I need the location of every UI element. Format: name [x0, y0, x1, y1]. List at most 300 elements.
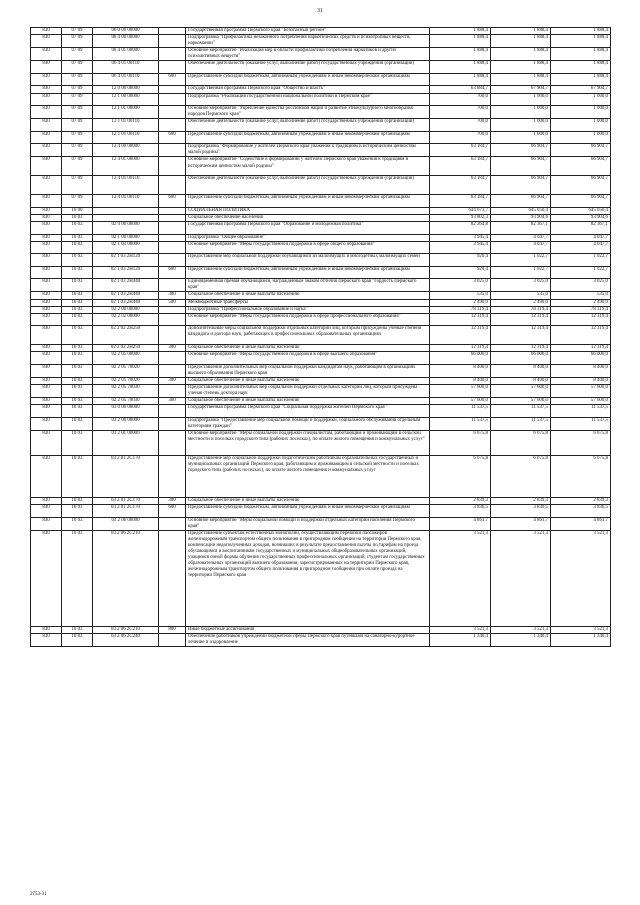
cell-expense-type — [159, 364, 186, 377]
cell-name: Социальное обеспечение и иные выплаты населению — [186, 498, 430, 505]
cell-ministry: 830 — [31, 292, 62, 299]
cell-amount-1: 66 000,0 — [430, 352, 491, 365]
table-row — [31, 73, 611, 86]
cell-section: 10 03 — [62, 345, 93, 352]
cell-name: Дополнительные меры социальной поддержки отдельных категорий лиц, которым присуждены ученые степени кандидата и доктора наук, работающих в профессиональных образовательных организациях — [186, 326, 430, 345]
table-row — [31, 86, 611, 93]
cell-amount-1: 700,0 — [430, 106, 491, 119]
cell-amount-1: 3 521,3 — [430, 530, 491, 626]
cell-expense-type: 800 — [159, 626, 186, 633]
cell-ministry: 830 — [31, 195, 62, 208]
cell-amount-3: 2 839,3 — [551, 498, 611, 505]
cell-name: Основное мероприятие "Реализация мер в области профилактики потребления наркотиков и других психоактивных веществ" — [186, 48, 430, 61]
cell-amount-1: 1 888,4 — [430, 61, 491, 74]
cell-amount-1: 1 888,4 — [430, 35, 491, 48]
cell-amount-2: 1 888,4 — [491, 73, 551, 86]
footer-code: 2753-31 — [30, 892, 47, 897]
cell-amount-3: 535,0 — [551, 292, 611, 299]
cell-amount-3: 8 400,0 — [551, 364, 611, 377]
cell-expense-type — [159, 530, 186, 626]
table-row — [31, 61, 611, 74]
cell-amount-1: 644 673,7 — [430, 207, 491, 214]
cell-expense-type — [159, 241, 186, 254]
cell-amount-2: 11 537,5 — [491, 405, 551, 418]
cell-article: 06 0 00 00000 — [93, 28, 159, 35]
cell-article: 02 2 05 70020 — [93, 364, 159, 377]
table-row — [31, 345, 611, 352]
cell-name: Обеспечение деятельности (оказание услуг, выполнение работ) государственных учреждений (организаций) — [186, 61, 430, 74]
cell-amount-2: 11 537,5 — [491, 417, 551, 430]
cell-section: 10 03 — [62, 241, 93, 254]
cell-amount-2: 3 025,0 — [491, 279, 551, 292]
cell-amount-3: 1 888,4 — [551, 61, 611, 74]
table-row — [31, 633, 611, 646]
cell-ministry: 830 — [31, 326, 62, 345]
cell-ministry: 830 — [31, 28, 62, 35]
cell-amount-3: 1 022,7 — [551, 266, 611, 279]
cell-article: 06 4 00 00000 — [93, 35, 159, 48]
cell-section: 10 03 — [62, 313, 93, 326]
cell-amount-1: 6 675,8 — [430, 431, 491, 456]
cell-name: Государственная программа Пермского края "Социальная поддержка жителей Пермского края" — [186, 405, 430, 418]
cell-article: 02 2 05 00000 — [93, 352, 159, 365]
cell-expense-type — [159, 417, 186, 430]
cell-ministry: 830 — [31, 626, 62, 633]
cell-amount-3: 82 367,1 — [551, 222, 611, 235]
cell-expense-type: 300 — [159, 377, 186, 384]
cell-ministry: 830 — [31, 119, 62, 132]
cell-name: Основное мероприятие "Укрепление единства российской нации и развитие этнокультурного многообразия народов Пермского края" — [186, 106, 430, 119]
cell-expense-type — [159, 35, 186, 48]
table-row — [31, 431, 611, 456]
cell-amount-2: 1 022,7 — [491, 254, 551, 267]
table-row — [31, 266, 611, 279]
cell-name: Государственная программа Пермского края "Образование и молодежная политика" — [186, 222, 430, 235]
cell-article: 12 1 01 00000 — [93, 106, 159, 119]
cell-article: 02 1 03 2Н440 — [93, 299, 159, 306]
cell-amount-1: 2 490,0 — [430, 299, 491, 306]
cell-section: 10 03 — [62, 222, 93, 235]
cell-section: 10 03 — [62, 364, 93, 377]
cell-section: 10 03 — [62, 254, 93, 267]
cell-section: 10 03 — [62, 530, 93, 626]
cell-section: 10 03 — [62, 266, 93, 279]
cell-amount-2: 66 904,7 — [491, 176, 551, 195]
cell-name: Предоставление субъектам естественных монополий, осуществляющим перевозки пассажиров железнодорожным транспортом общего пользования в пригородном сообщении на территории Пермского края, компенсации недополученных доходов, возникших в результате предоставления льготы по тарифам на проезд обучающимся и воспитанникам государственных и муниципальных общеобразовательных организаций, учащимся очной формы обучения государственных профессиональных организаций, студентам государственных образовательных организаций высшего образования, зарегистрированных на территории Пермского края, железнодорожным транспортом общего пользования в пригородном сообщении при оплате проезда на территории Пермского края — [186, 530, 430, 626]
cell-amount-3: 66 904,7 — [551, 144, 611, 157]
cell-amount-2: 6 675,8 — [491, 431, 551, 456]
cell-section: 10 00 — [62, 207, 93, 214]
cell-amount-3: 1 000,0 — [551, 131, 611, 144]
cell-amount-2: 8 400,0 — [491, 377, 551, 384]
cell-section: 07 09 — [62, 35, 93, 48]
cell-ministry: 830 — [31, 157, 62, 176]
cell-article: 03 2 01 00000 — [93, 431, 159, 456]
cell-article: 12 4 01 00110 — [93, 195, 159, 208]
table-row — [31, 377, 611, 384]
cell-name: Социальное обеспечение и иные выплаты населению — [186, 398, 430, 405]
table-row — [31, 313, 611, 326]
cell-article: 03 2 06 2С210 — [93, 530, 159, 626]
cell-article: 03 2 00 00000 — [93, 417, 159, 430]
cell-section: 10 03 — [62, 417, 93, 430]
table-row — [31, 364, 611, 377]
cell-amount-1: 1 888,4 — [430, 28, 491, 35]
cell-amount-2: 1 888,4 — [491, 61, 551, 74]
cell-amount-3: 11 537,5 — [551, 405, 611, 418]
cell-article: 02 1 00 00000 — [93, 234, 159, 241]
cell-article: 02 2 05 70020 — [93, 377, 159, 384]
cell-amount-1: 3 945,4 — [430, 234, 491, 241]
table-row — [31, 279, 611, 292]
cell-amount-1: 63 184,7 — [430, 157, 491, 176]
cell-section: 10 03 — [62, 431, 93, 456]
cell-amount-1: 3 521,3 — [430, 626, 491, 633]
cell-name: Основное мероприятие "Меры социальной помощи и поддержки отдельных категорий населения Пермского края" — [186, 517, 430, 530]
cell-amount-2: 1 340,4 — [491, 633, 551, 646]
cell-name: СОЦИАЛЬНАЯ ПОЛИТИКА — [186, 207, 430, 214]
cell-article: 03 2 06 00000 — [93, 517, 159, 530]
cell-ministry: 830 — [31, 241, 62, 254]
cell-ministry: 830 — [31, 530, 62, 626]
table-row — [31, 254, 611, 267]
cell-amount-2: 66 904,7 — [491, 157, 551, 176]
cell-article: 02 1 03 2Н440 — [93, 292, 159, 299]
cell-article: 12 1 00 00000 — [93, 93, 159, 106]
cell-expense-type — [159, 106, 186, 119]
cell-amount-2: 57 600,0 — [491, 398, 551, 405]
cell-name: Социальное обеспечение населения — [186, 215, 430, 222]
cell-name: Подпрограмма "Общее образование" — [186, 234, 430, 241]
cell-amount-2: 535,0 — [491, 292, 551, 299]
cell-expense-type: 500 — [159, 299, 186, 306]
table-row — [31, 626, 611, 633]
table-row — [31, 517, 611, 530]
cell-amount-3: 11 537,5 — [551, 417, 611, 430]
cell-section: 10 03 — [62, 498, 93, 505]
cell-article: 02 1 03 00000 — [93, 241, 159, 254]
cell-expense-type — [159, 352, 186, 365]
cell-article: 02 1 03 2Н120 — [93, 266, 159, 279]
cell-name: Обеспечение деятельности (оказание услуг, выполнение работ) государственных учреждений (организаций) — [186, 176, 430, 195]
table-row — [31, 292, 611, 299]
cell-expense-type — [159, 28, 186, 35]
cell-expense-type — [159, 306, 186, 313]
cell-article: 03 2 01 2С170 — [93, 498, 159, 505]
cell-amount-1: 700,0 — [430, 119, 491, 132]
cell-section: 10 03 — [62, 306, 93, 313]
cell-name: Социальное обеспечение и иные выплаты населению — [186, 292, 430, 299]
cell-amount-1: 700,0 — [430, 93, 491, 106]
cell-amount-2: 1 000,0 — [491, 93, 551, 106]
cell-amount-1: 1 340,4 — [430, 633, 491, 646]
cell-expense-type — [159, 86, 186, 93]
cell-name: Подпрограмма "Профилактика незаконного потребления наркотических средств и психотропных веществ, наркомании" — [186, 35, 430, 48]
cell-section: 07 09 — [62, 144, 93, 157]
cell-amount-2: 1 000,0 — [491, 131, 551, 144]
cell-name: Основное мероприятие "Меры государственной поддержки в сфере высшего образования" — [186, 352, 430, 365]
cell-ministry: 830 — [31, 73, 62, 86]
cell-ministry: 830 — [31, 306, 62, 313]
cell-name: Единовременная премия обучающимся, награжденным знаком отличия Пермского края "Гордость Пермского края" — [186, 279, 430, 292]
cell-amount-2: 12 319,4 — [491, 345, 551, 352]
cell-ministry: 830 — [31, 313, 62, 326]
cell-section: 07 09 — [62, 119, 93, 132]
cell-name: Основное мероприятие "Содействие в формировании у жителей Пермского края уважения к традициям и историческим ценностям малой родины" — [186, 157, 430, 176]
cell-amount-3: 8 400,0 — [551, 377, 611, 384]
table-row — [31, 222, 611, 235]
cell-section: 10 03 — [62, 517, 93, 530]
cell-amount-1: 8 400,0 — [430, 364, 491, 377]
cell-section: 10 03 — [62, 398, 93, 405]
cell-amount-2: 645 050,4 — [491, 207, 551, 214]
cell-ministry: 830 — [31, 254, 62, 267]
cell-amount-3: 1 000,0 — [551, 106, 611, 119]
cell-expense-type — [159, 456, 186, 498]
budget-table — [30, 27, 611, 647]
cell-amount-2: 1 000,0 — [491, 106, 551, 119]
cell-article: 12 4 01 00110 — [93, 176, 159, 195]
cell-expense-type — [159, 176, 186, 195]
cell-ministry: 830 — [31, 176, 62, 195]
table-row — [31, 241, 611, 254]
table-row — [31, 398, 611, 405]
cell-ministry: 830 — [31, 131, 62, 144]
cell-ministry: 830 — [31, 345, 62, 352]
cell-article: 12 0 00 00000 — [93, 86, 159, 93]
cell-amount-1: 57 600,0 — [430, 385, 491, 398]
cell-amount-2: 67 904,7 — [491, 86, 551, 93]
table-row — [31, 352, 611, 365]
cell-ministry: 830 — [31, 106, 62, 119]
cell-amount-3: 66 000,0 — [551, 352, 611, 365]
cell-expense-type: 300 — [159, 292, 186, 299]
table-row — [31, 28, 611, 35]
cell-name: Предоставление мер социальной поддержки педагогическим работникам образовательных государственных и муниципальных организаций Пермского края, работающим и проживающим в сельской местности и поселках городского типа (рабочих поселках), по оплате жилого помещения и коммунальных услуг — [186, 456, 430, 498]
cell-article: 03 2 01 2С170 — [93, 505, 159, 518]
cell-article: 02 2 02 2Н250 — [93, 326, 159, 345]
cell-amount-1: 3 945,4 — [430, 241, 491, 254]
cell-article: 12 4 00 00000 — [93, 144, 159, 157]
cell-ministry: 830 — [31, 417, 62, 430]
cell-amount-3: 3 521,3 — [551, 626, 611, 633]
cell-name: Государственная программа Пермского края "Безопасный регион" — [186, 28, 430, 35]
cell-ministry: 830 — [31, 86, 62, 93]
table-row — [31, 299, 611, 306]
cell-amount-1: 3 836,5 — [430, 505, 491, 518]
cell-section: 10 03 — [62, 377, 93, 384]
cell-amount-2: 4 047,7 — [491, 241, 551, 254]
cell-amount-1: 920,4 — [430, 254, 491, 267]
table-row — [31, 207, 611, 214]
cell-expense-type: 600 — [159, 131, 186, 144]
table-row — [31, 326, 611, 345]
cell-article: 03 2 06 2С210 — [93, 626, 159, 633]
cell-amount-3: 1 888,4 — [551, 73, 611, 86]
cell-article: 03 2 06 2С240 — [93, 633, 159, 646]
cell-amount-3: 1 000,0 — [551, 119, 611, 132]
cell-section: 10 03 — [62, 352, 93, 365]
cell-article: 12 1 01 00110 — [93, 131, 159, 144]
cell-name: Подпрограмма "Формирование у жителей Пермского края уважения к традициям и историческим ценностям малой родины" — [186, 144, 430, 157]
cell-amount-1: 4 861,7 — [430, 517, 491, 530]
cell-article: 03 2 01 2С170 — [93, 456, 159, 498]
cell-amount-2: 3 521,3 — [491, 530, 551, 626]
cell-expense-type — [159, 157, 186, 176]
cell-amount-1: 8 400,0 — [430, 377, 491, 384]
cell-expense-type — [159, 144, 186, 157]
cell-section: 10 03 — [62, 505, 93, 518]
cell-section: 10 03 — [62, 326, 93, 345]
cell-expense-type — [159, 279, 186, 292]
cell-amount-2: 78 319,4 — [491, 306, 551, 313]
cell-section: 07 09 — [62, 106, 93, 119]
cell-amount-2: 57 600,0 — [491, 385, 551, 398]
cell-name: Межбюджетные трансферты — [186, 299, 430, 306]
cell-amount-3: 12 319,4 — [551, 313, 611, 326]
cell-amount-3: 67 904,7 — [551, 86, 611, 93]
cell-amount-1: 6 675,8 — [430, 456, 491, 498]
cell-article: 02 0 00 00000 — [93, 222, 159, 235]
cell-amount-3: 66 904,7 — [551, 195, 611, 208]
cell-amount-1: 63 884,7 — [430, 86, 491, 93]
cell-section: 10 03 — [62, 292, 93, 299]
cell-amount-1: 57 600,0 — [430, 398, 491, 405]
table-row — [31, 106, 611, 119]
cell-section: 07 09 — [62, 61, 93, 74]
cell-ministry: 830 — [31, 48, 62, 61]
cell-article: 06 4 01 00110 — [93, 61, 159, 74]
cell-expense-type: 600 — [159, 73, 186, 86]
cell-article: 02 2 00 00000 — [93, 306, 159, 313]
cell-amount-2: 12 319,4 — [491, 313, 551, 326]
cell-expense-type — [159, 61, 186, 74]
cell-section: 07 09 — [62, 93, 93, 106]
cell-ministry: 830 — [31, 35, 62, 48]
table-row — [31, 119, 611, 132]
cell-section: 10 03 — [62, 215, 93, 222]
cell-amount-2: 66 000,0 — [491, 352, 551, 365]
cell-article: 02 2 05 70030 — [93, 398, 159, 405]
cell-expense-type — [159, 215, 186, 222]
cell-amount-1: 2 839,3 — [430, 498, 491, 505]
cell-amount-1: 1 888,4 — [430, 48, 491, 61]
cell-section: 10 03 — [62, 626, 93, 633]
cell-ministry: 830 — [31, 456, 62, 498]
cell-amount-1: 1 888,4 — [430, 73, 491, 86]
cell-expense-type — [159, 633, 186, 646]
cell-amount-2: 12 319,4 — [491, 326, 551, 345]
cell-amount-2: 1 888,4 — [491, 35, 551, 48]
cell-section: 07 09 — [62, 28, 93, 35]
cell-amount-3: 6 675,8 — [551, 431, 611, 456]
table-row — [31, 417, 611, 430]
cell-name: Подпрограмма "Предоставление мер социальной помощи и поддержки, социального обслуживания отдельным категориям граждан" — [186, 417, 430, 430]
cell-name: Предоставление субсидий бюджетным, автономным учреждениям и иным некоммерческим организациям — [186, 131, 430, 144]
cell-expense-type: 600 — [159, 266, 186, 279]
cell-section: 07 09 — [62, 73, 93, 86]
cell-ministry: 830 — [31, 377, 62, 384]
cell-name: Государственная программа Пермского края "Общество и власть" — [186, 86, 430, 93]
cell-expense-type — [159, 385, 186, 398]
table-row — [31, 144, 611, 157]
cell-amount-3: 66 904,7 — [551, 176, 611, 195]
cell-section: 07 09 — [62, 195, 93, 208]
cell-ministry: 830 — [31, 61, 62, 74]
cell-amount-1: 11 537,5 — [430, 417, 491, 430]
cell-expense-type — [159, 93, 186, 106]
cell-section: 07 09 — [62, 157, 93, 176]
cell-amount-2: 66 904,7 — [491, 144, 551, 157]
cell-ministry: 830 — [31, 299, 62, 306]
cell-amount-2: 6 675,8 — [491, 456, 551, 498]
cell-amount-1: 12 319,4 — [430, 313, 491, 326]
cell-section: 07 09 — [62, 86, 93, 93]
table-row — [31, 35, 611, 48]
cell-amount-1: 82 264,8 — [430, 222, 491, 235]
cell-amount-3: 12 319,4 — [551, 345, 611, 352]
cell-amount-3: 2 490,0 — [551, 299, 611, 306]
cell-amount-3: 1 022,7 — [551, 254, 611, 267]
cell-expense-type — [159, 222, 186, 235]
cell-name: Подпрограмма "Реализация государственной национальной политики в Пермском крае" — [186, 93, 430, 106]
table-row — [31, 195, 611, 208]
cell-article: 02 1 03 2Н120 — [93, 254, 159, 267]
cell-article: 02 2 02 2Н250 — [93, 345, 159, 352]
cell-article: 06 4 01 00110 — [93, 73, 159, 86]
table-row — [31, 176, 611, 195]
cell-article: 03 0 00 00000 — [93, 405, 159, 418]
cell-amount-2: 8 400,0 — [491, 364, 551, 377]
cell-ministry: 830 — [31, 93, 62, 106]
table-row — [31, 405, 611, 418]
cell-amount-3: 4 861,7 — [551, 517, 611, 530]
cell-amount-1: 3 025,0 — [430, 279, 491, 292]
cell-amount-2: 4 047,7 — [491, 234, 551, 241]
cell-ministry: 830 — [31, 398, 62, 405]
cell-expense-type — [159, 431, 186, 456]
cell-section: 10 03 — [62, 385, 93, 398]
cell-amount-3: 4 047,7 — [551, 234, 611, 241]
cell-name: Подпрограмма "Профессиональное образование и наука" — [186, 306, 430, 313]
cell-amount-3: 1 340,4 — [551, 633, 611, 646]
cell-name: Иные бюджетные ассигнования — [186, 626, 430, 633]
cell-ministry: 830 — [31, 266, 62, 279]
cell-amount-1: 11 537,5 — [430, 405, 491, 418]
cell-amount-2: 1 000,0 — [491, 119, 551, 132]
table-row — [31, 385, 611, 398]
cell-name: Предоставление субсидий бюджетным, автономным учреждениям и иным некоммерческим организациям — [186, 266, 430, 279]
table-row — [31, 234, 611, 241]
cell-ministry: 830 — [31, 517, 62, 530]
cell-amount-2: 4 861,7 — [491, 517, 551, 530]
cell-expense-type — [159, 313, 186, 326]
cell-ministry: 830 — [31, 207, 62, 214]
cell-amount-1: 63 184,7 — [430, 144, 491, 157]
cell-amount-3: 1 888,4 — [551, 35, 611, 48]
cell-amount-3: 93 904,6 — [551, 215, 611, 222]
cell-name: Предоставление субсидий бюджетным, автономным учреждениям и иным некоммерческим организациям — [186, 505, 430, 518]
cell-expense-type — [159, 326, 186, 345]
cell-ministry: 830 — [31, 431, 62, 456]
cell-expense-type — [159, 405, 186, 418]
cell-ministry: 830 — [31, 144, 62, 157]
cell-amount-2: 66 904,7 — [491, 195, 551, 208]
cell-name: Основное мероприятие "Меры государственной поддержки в сфере профессионального образования" — [186, 313, 430, 326]
table-row — [31, 157, 611, 176]
cell-amount-1: 78 319,4 — [430, 306, 491, 313]
cell-article: 06 4 01 00000 — [93, 48, 159, 61]
